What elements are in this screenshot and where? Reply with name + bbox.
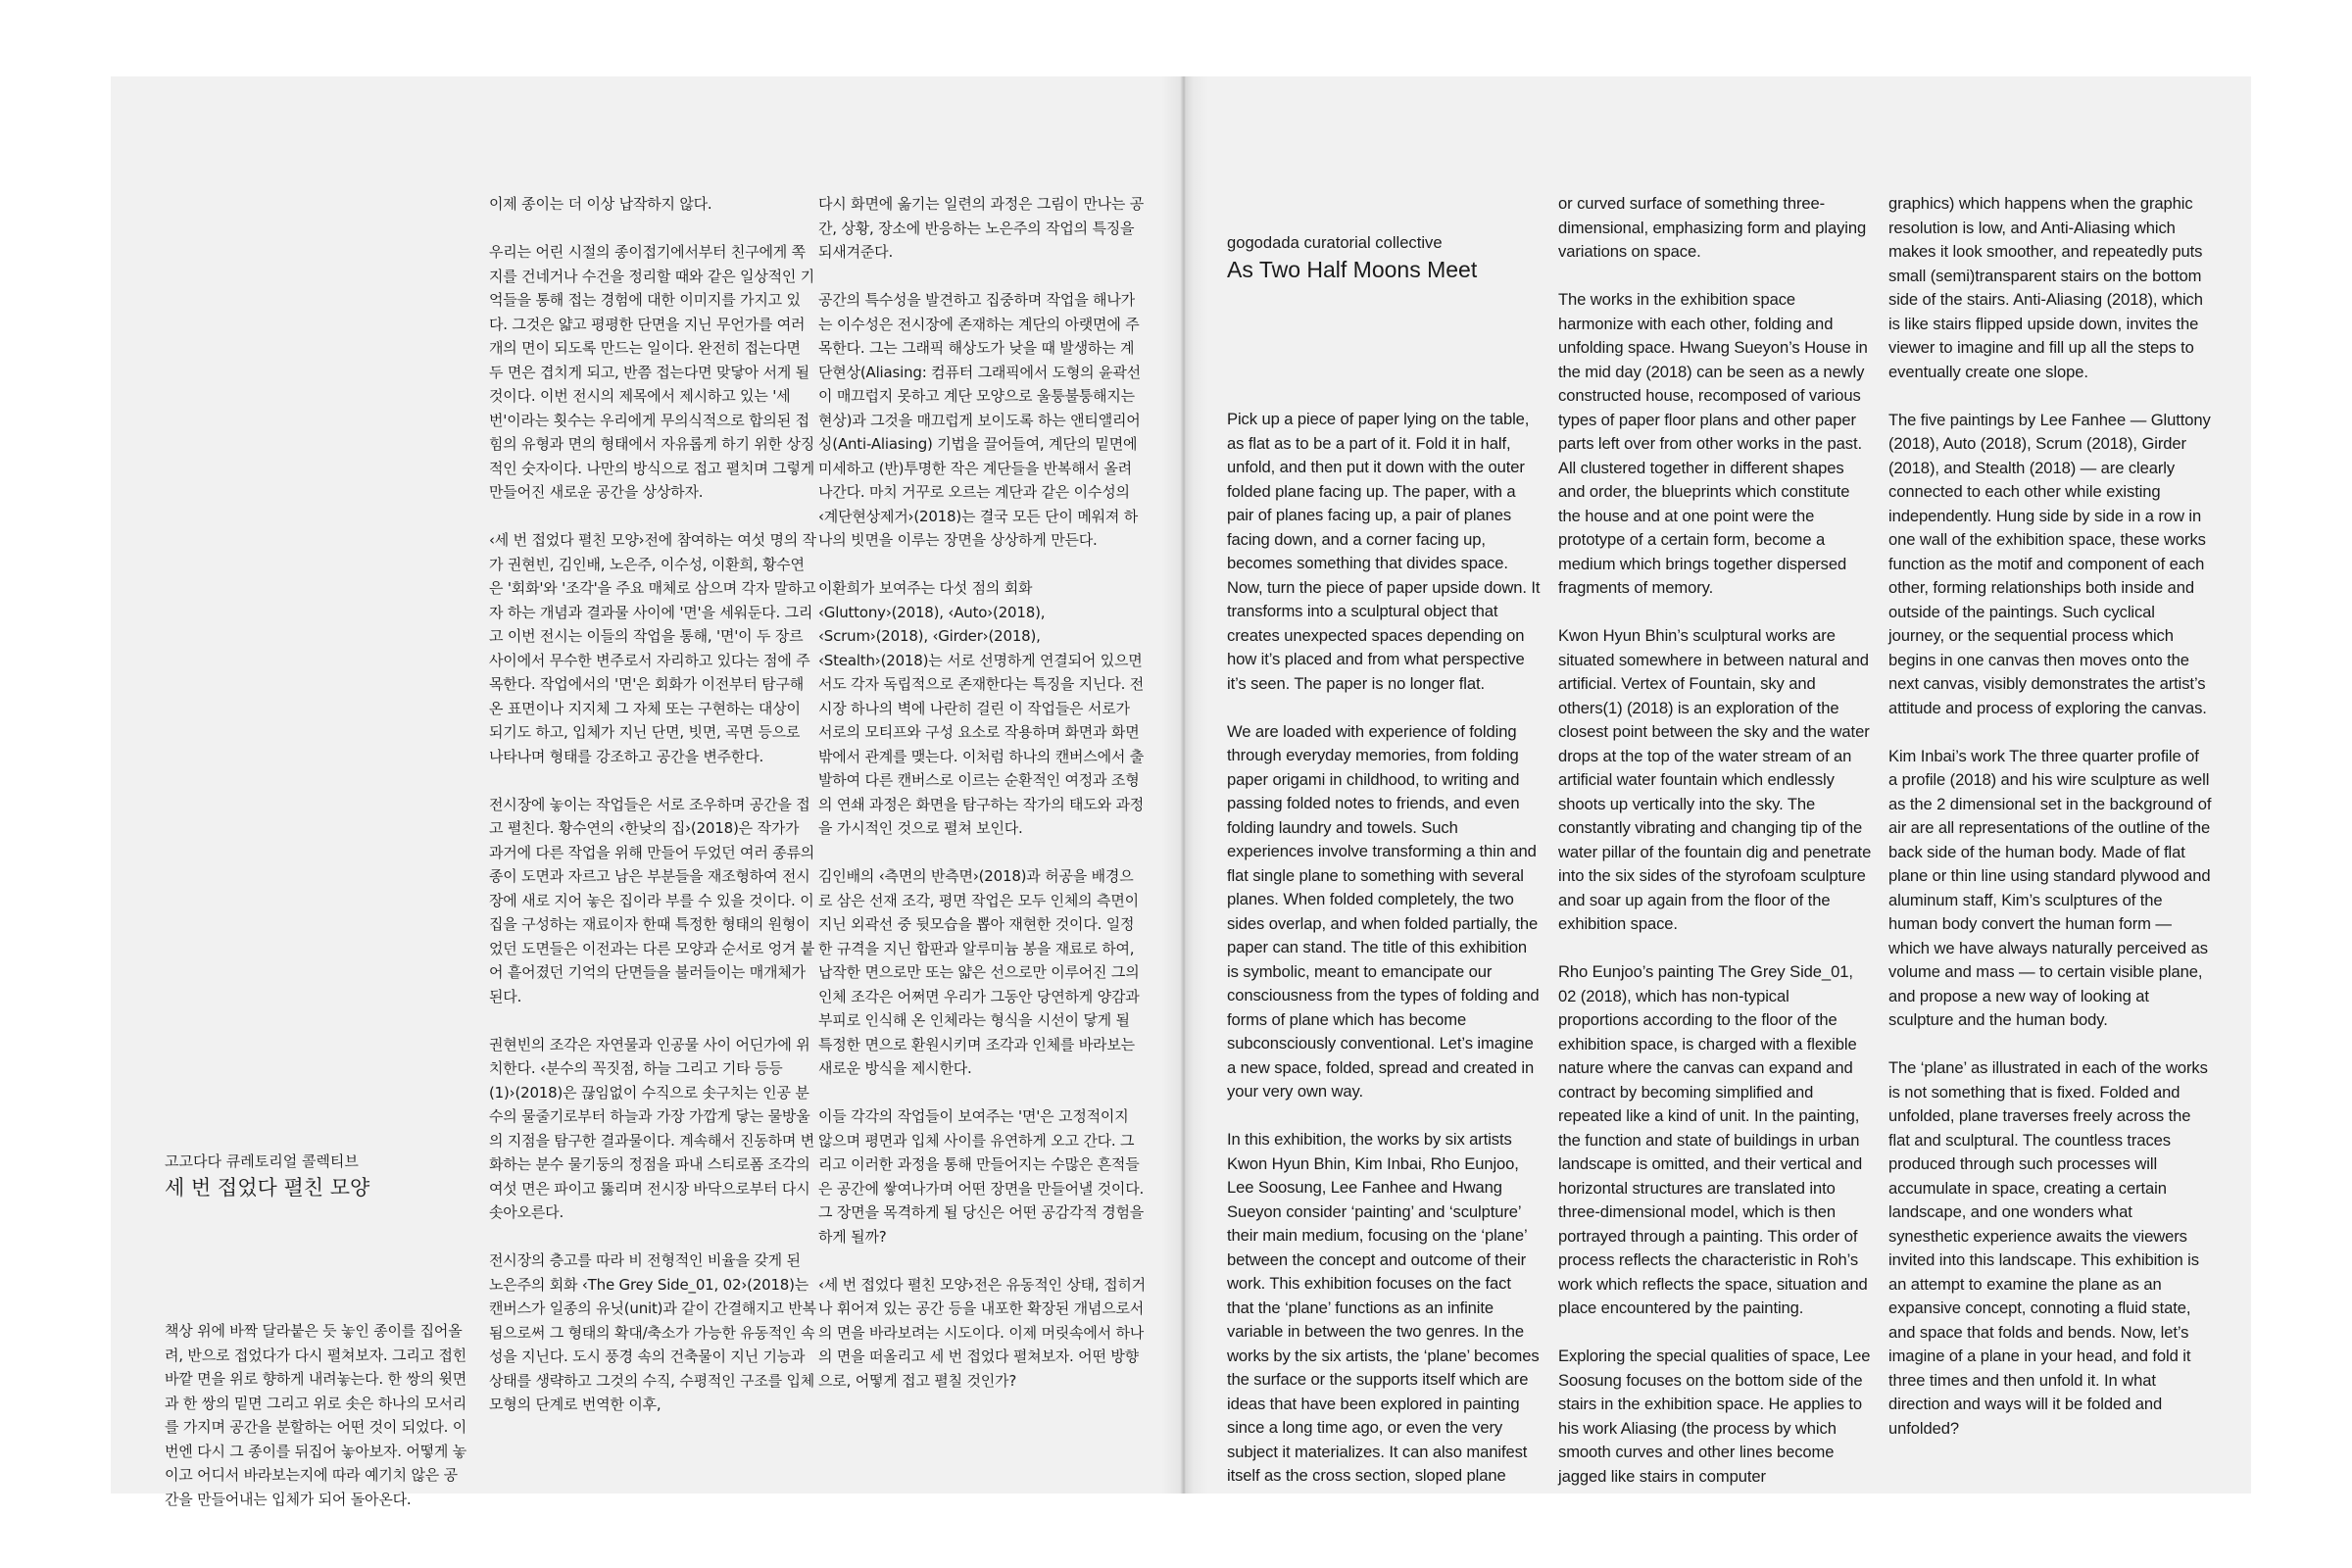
ko-paragraph: 권현빈의 조각은 자연물과 인공물 사이 어딘가에 위치한다. ‹분수의 꼭짓점, 하늘 그리고 기타 등등 (1)›(2018)은 끊임없이 수직으로 솟구치는 인공 분수의 물줄기로부터 하늘과 가장 가깝게 닿는 물방울의 지점을 탐구한 결과물이다. 계속해서 진동하며 변화하는 분수 물기둥의 정점을 파내 스티로폼 조각의 여섯 면은 파이고 뚫리며 전시장 바닥으로부터 다시 솟아오른다. bbox=[489, 1035, 815, 1221]
ko-paragraph: 이들 각각의 작업들이 보여주는 '면'은 고정적이지 않으며 평면과 입체 사이를 유연하게 오고 간다. 그리고 이러한 과정을 통해 만들어지는 수많은 흔적들은 공간에 쌓여나가며 어떤 장면을 만들어낼 것이다. 그 장면을 목격하게 될 당신은 어떤 공감각적 경험을 하게 될까? bbox=[818, 1107, 1145, 1246]
ko-column-1 bbox=[165, 1319, 470, 1536]
ko-paragraph: 다시 화면에 옮기는 일련의 과정은 그림이 만나는 공간, 상황, 장소에 반응하는 노은주의 작업의 특징을 되새겨준다. bbox=[818, 195, 1145, 261]
en-paragraph: The ‘plane’ as illustrated in each of the works is not something that is fixed. Folded and unfolded, plane traverses freely across the flat and sculptural. The countless traces produced through such processes will accumulate in space, creating a certain landscape, and one wonders what synesthetic experience awaits the viewers invited into this landscape. This exhibition is an attempt to examine the plane as an expansive concept, connoting a fluid state, and space that folds and bends. Now, let’s imagine of a plane in your head, and fold it three times and then unfold it. In what direction and ways will it be folded and unfolded? bbox=[1888, 1058, 2208, 1438]
ko-paragraph: ‹세 번 접었다 펼친 모양›전에 참여하는 여섯 명의 작가 권현빈, 김인배, 노은주, 이수성, 이환희, 황수연은 '회화'와 '조각'을 주요 매체로 삼으며 각자 말하고자 하는 개념과 결과물 사이에 '면'을 세워둔다. 그리고 이번 전시는 이들의 작업을 통해, '면'이 두 장르 사이에서 무수한 변주로서 자리하고 있다는 점에 주목한다. 작업에서의 '면'은 회화가 이전부터 탐구해온 표면이나 지지체 그 자체 또는 구현하는 대상이 되기도 하고, 입체가 지닌 단면, 빗면, 곡면 등으로 나타나며 형태를 강조하고 공간을 변주한다. bbox=[489, 531, 816, 765]
ko-paragraph: ‹세 번 접었다 펼친 모양›전은 유동적인 상태, 접히거나 휘어져 있는 공간 등을 내포한 확장된 개념으로서의 면을 바라보려는 시도이다. 이제 머릿속에서 하나의 면을 떠올리고 세 번 접었다 펼쳐보자. 어떤 방향으로, 어떻게 접고 펼칠 것인가? bbox=[818, 1275, 1146, 1390]
en-paragraph: In this exhibition, the works by six artists Kwon Hyun Bhin, Kim Inbai, Rho Eunjoo, Lee Soosung, Lee Fanhee and Hwang Sueyon consider ‘painting’ and ‘sculpture’ their main medium, focusing on the ‘plane’ between the concept and outcome of their work. This exhibition focuses on the fact that the ‘plane’ functions as an infinite variable in between the two genres. In the works by the six artists, the ‘plane’ becomes the surface or the supports itself which are ideas that have been explored in painting since a long time ago, or even the very subject it materializes. It can also manifest itself as the cross section, sloped plane bbox=[1227, 1130, 1540, 1485]
left-page bbox=[111, 76, 1183, 1508]
en-column-1 bbox=[1227, 408, 1541, 1512]
ko-title: 세 번 접었다 펼친 모양 bbox=[165, 1176, 370, 1200]
ko-paragraph: 우리는 어린 시절의 종이접기에서부터 친구에게 쪽지를 건네거나 수건을 정리할 때와 같은 일상적인 기억들을 통해 접는 경험에 대한 이미지를 가지고 있다. 그것은 얇고 평평한 단면을 지닌 무언가를 여러 개의 면이 되도록 만드는 일이다. 완전히 접는다면 두 면은 겹치게 되고, 반쯤 접는다면 맞닿아 서게 될 것이다. 이번 전시의 제목에서 제시하고 있는 '세 번'이라는 횟수는 우리에게 무의식적으로 합의된 접힘의 유형과 면의 형태에서 자유롭게 하기 위한 상징적인 숫자이다. 나만의 방식으로 접고 펼치며 그렇게 만들어진 새로운 공간을 상상하자. bbox=[489, 243, 815, 501]
en-subtitle: gogodada curatorial collective bbox=[1227, 233, 1443, 252]
en-title: As Two Half Moons Meet bbox=[1227, 257, 1478, 282]
ko-paragraph: 이환희가 보여주는 다섯 점의 회화 ‹Gluttony›(2018), ‹Auto›(2018), ‹Scrum›(2018), ‹Girder›(2018), ‹Stealth›(2018)는 서로 선명하게 연결되어 있으면서도 각자 독립적으로 존재한다는 특징을 지닌다. 전시장 하나의 벽에 나란히 걸린 이 작업들은 서로가 서로의 모티프와 구성 요소로 작용하며 화면과 화면 밖에서 관계를 맺는다. 이처럼 하나의 캔버스에서 출발하여 다른 캔버스로 이르는 순환적인 여정과 조형의 연쇄 과정은 화면을 탐구하는 작가의 태도와 과정을 가시적인 것으로 펼쳐 보인다. bbox=[818, 579, 1145, 837]
right-page bbox=[1183, 76, 2251, 1494]
ko-paragraph: 공간의 특수성을 발견하고 집중하며 작업을 해나가는 이수성은 전시장에 존재하는 계단의 아랫면에 주목한다. 그는 그래픽 해상도가 낮을 때 발생하는 계단현상(Aliasing: 컴퓨터 그래픽에서 도형의 윤곽선이 매끄럽지 못하고 계단 모양으로 울퉁불퉁해지는 현상)과 그것을 매끄럽게 보이도록 하는 앤티앨리어싱(Anti-Aliasing) 기법을 끌어들여, 계단의 밑면에 미세하고 (반)투명한 작은 계단들을 반복해서 올려 나간다. 마치 거꾸로 오르는 계단과 같은 이수성의 ‹계단현상제거›(2018)는 결국 모든 단이 메워져 하나의 빗면을 이루는 장면을 상상하게 만든다. bbox=[818, 291, 1141, 549]
en-paragraph: Exploring the special qualities of space, Lee Soosung focuses on the bottom side of the stairs in the exhibition space. He applies to his work Aliasing (the process by which smooth curves and other lines become jagged like stairs in computer bbox=[1558, 1347, 1871, 1486]
ko-paragraph: 김인배의 ‹측면의 반측면›(2018)과 허공을 배경으로 삼은 선재 조각, 평면 작업은 모두 인체의 측면이 지닌 외곽선 중 뒷모습을 뽑아 재현한 것이다. 일정한 규격을 지닌 합판과 알루미늄 봉을 재료로 하여, 납작한 면으로만 또는 얇은 선으로만 이루어진 그의 인체 조각은 어쩌면 우리가 그동안 당연하게 양감과 부피로 인식해 온 인체라는 형식을 시선이 닿게 될 특정한 면으로 환원시키며 조각과 인체를 바라보는 새로운 방식을 제시한다. bbox=[818, 867, 1140, 1077]
ko-column-3 bbox=[818, 192, 1146, 1417]
book-gutter bbox=[1161, 76, 1208, 1494]
en-paragraph: We are loaded with experience of folding through everyday memories, from folding paper origami in childhood, to writing and passing folded notes to friends, and even folding laundry and towels. Such experiences involve transforming a thin and flat single plane to something with several planes. When folded completely, the two sides overlap, and when folded partially, the paper can stand. The title of this exhibition is symbolic, meant to emancipate our consciousness from the types of folding and forms of plane which has become subconsciously conventional. Let’s imagine a new space, folded, spread and created in your very own way. bbox=[1227, 721, 1540, 1101]
en-paragraph: The five paintings by Lee Fanhee — Gluttony (2018), Auto (2018), Scrum (2018), Girder (2018), and Stealth (2018) — are clearly connected to each other while existing independently. Hung side by side in a row in one wall of the exhibition space, these works function as the motif and component of each other, forming relationships both inside and outside of the paintings. Such cyclical journey, or the sequential process which begins in one canvas then moves onto the next canvas, visibly demonstrates the artist’s attitude and process of exploring the canvas. bbox=[1888, 410, 2211, 717]
en-paragraph: Pick up a piece of paper lying on the table, as flat as to be a part of it. Fold it in half, unfold, and then put it down with the outer folded plane facing up. The paper, with a pair of planes facing up, a pair of planes facing down, and a corner facing up, becomes something that divides space. Now, turn the piece of paper upside down. It transforms into a sculptural object that creates unexpected spaces depending on how it’s placed and from what perspective it’s seen. The paper is no longer flat. bbox=[1227, 410, 1541, 693]
en-paragraph: The works in the exhibition space harmonize with each other, folding and unfolding space. Hwang Sueyon’s House in the mid day (2018) can be seen as a newly constructed house, recomposed of various types of paper floor plans and other paper parts left over from other works in the past. All clustered together in different shapes and order, the blueprints which constitute the house and at one point were the prototype of a certain form, become a medium which brings together dispersed fragments of memory. bbox=[1558, 290, 1868, 597]
en-paragraph: Kwon Hyun Bhin’s sculptural works are situated somewhere in between natural and artificial. Vertex of Fountain, sky and others(1) (2018) is an exploration of the closest point between the sky and the water drops at the top of the water stream of an artificial water fountain which endlessly shoots up vertically into the sky. The constantly vibrating and changing tip of the water pillar of the fountain dig and penetrate into the six sides of the styrofoam sculpture and soar up again from the floor of the exhibition space. bbox=[1558, 626, 1872, 933]
en-column-3 bbox=[1888, 192, 2212, 1465]
ko-paragraph: 이제 종이는 더 이상 납작하지 않다. bbox=[489, 195, 712, 213]
ko-column-2 bbox=[489, 192, 816, 1441]
ko-paragraph: 전시장의 층고를 따라 비 전형적인 비율을 갖게 된 노은주의 회화 ‹The Grey Side_01, 02›(2018)는 캔버스가 일종의 유닛(unit)과 같이 간결해지고 반복됨으로써 그 형태의 확대/축소가 가능한 유동적인 속성을 지닌다. 도시 풍경 속의 건축물이 지닌 기능과 상태를 생략하고 그것의 수직, 수평적인 구조를 입체 모형의 단계로 번역한 이후, bbox=[489, 1251, 816, 1413]
en-paragraph: Rho Eunjoo’s painting The Grey Side_01, 02 (2018), which has non-typical proportions according to the floor of the exhibition space, is charged with a flexible nature where the canvas can expand and contract by becoming simplified and repeated like a kind of unit. In the painting, the function and state of buildings in urban landscape is omitted, and their vertical and horizontal structures are translated into three-dimensional model, which is then portrayed through a painting. This order of process reflects the characteristic in Roh’s work which reflects the space, situation and place encountered by the painting. bbox=[1558, 962, 1868, 1317]
ko-paragraph: 전시장에 놓이는 작업들은 서로 조우하며 공간을 접고 펼친다. 황수연의 ‹한낮의 집›(2018)은 작가가 과거에 다른 작업을 위해 만들어 두었던 여러 종류의 종이 도면과 자르고 남은 부분들을 재조형하여 전시장에 새로 지어 놓은 집이라 부를 수 있을 것이다. 이 집을 구성하는 재료이자 한때 특정한 형태의 원형이었던 도면들은 이전과는 다른 모양과 순서로 엉겨 붙어 흩어졌던 기억의 단면들을 불러들이는 매개체가 된다. bbox=[489, 795, 815, 1005]
en-paragraph: or curved surface of something three-dimensional, emphasizing form and playing variations on space. bbox=[1558, 194, 1867, 261]
en-paragraph: Kim Inbai’s work The three quarter profile of a profile (2018) and his wire sculpture as well as the 2 dimensional set in the background of air are all representations of the outline of the back side of the human body. Made of flat plane or thin line using standard plywood and aluminum staff, Kim’s sculptures of the human body convert the human form — which we have always naturally perceived as volume and mass — to certain visible plane, and propose a new way of looking at sculpture and the human body. bbox=[1888, 746, 2212, 1029]
en-column-2 bbox=[1558, 192, 1872, 1513]
ko-subtitle: 고고다다 큐레토리얼 콜렉티브 bbox=[165, 1152, 359, 1170]
en-paragraph: graphics) which happens when the graphic resolution is low, and Anti-Aliasing which makes it look smoother, and repeatedly puts small (semi)transparent stairs on the bottom side of the stairs. Anti-Aliasing (2018), which is like stairs flipped upside down, invites the viewer to imagine and fill up all the steps to eventually create one slope. bbox=[1888, 194, 2203, 381]
ko-paragraph: 책상 위에 바짝 달라붙은 듯 놓인 종이를 집어올려, 반으로 접었다가 다시 펼쳐보자. 그리고 접힌 바깥 면을 위로 향하게 내려놓는다. 한 쌍의 윗면과 한 쌍의 밑면 그리고 위로 솟은 하나의 모서리를 가지며 공간을 분할하는 어떤 것이 되었다. 이번엔 다시 그 종이를 뒤집어 놓아보자. 어떻게 놓이고 어디서 바라보는지에 따라 예기치 않은 공간을 만들어내는 입체가 되어 돌아온다. bbox=[165, 1322, 467, 1508]
